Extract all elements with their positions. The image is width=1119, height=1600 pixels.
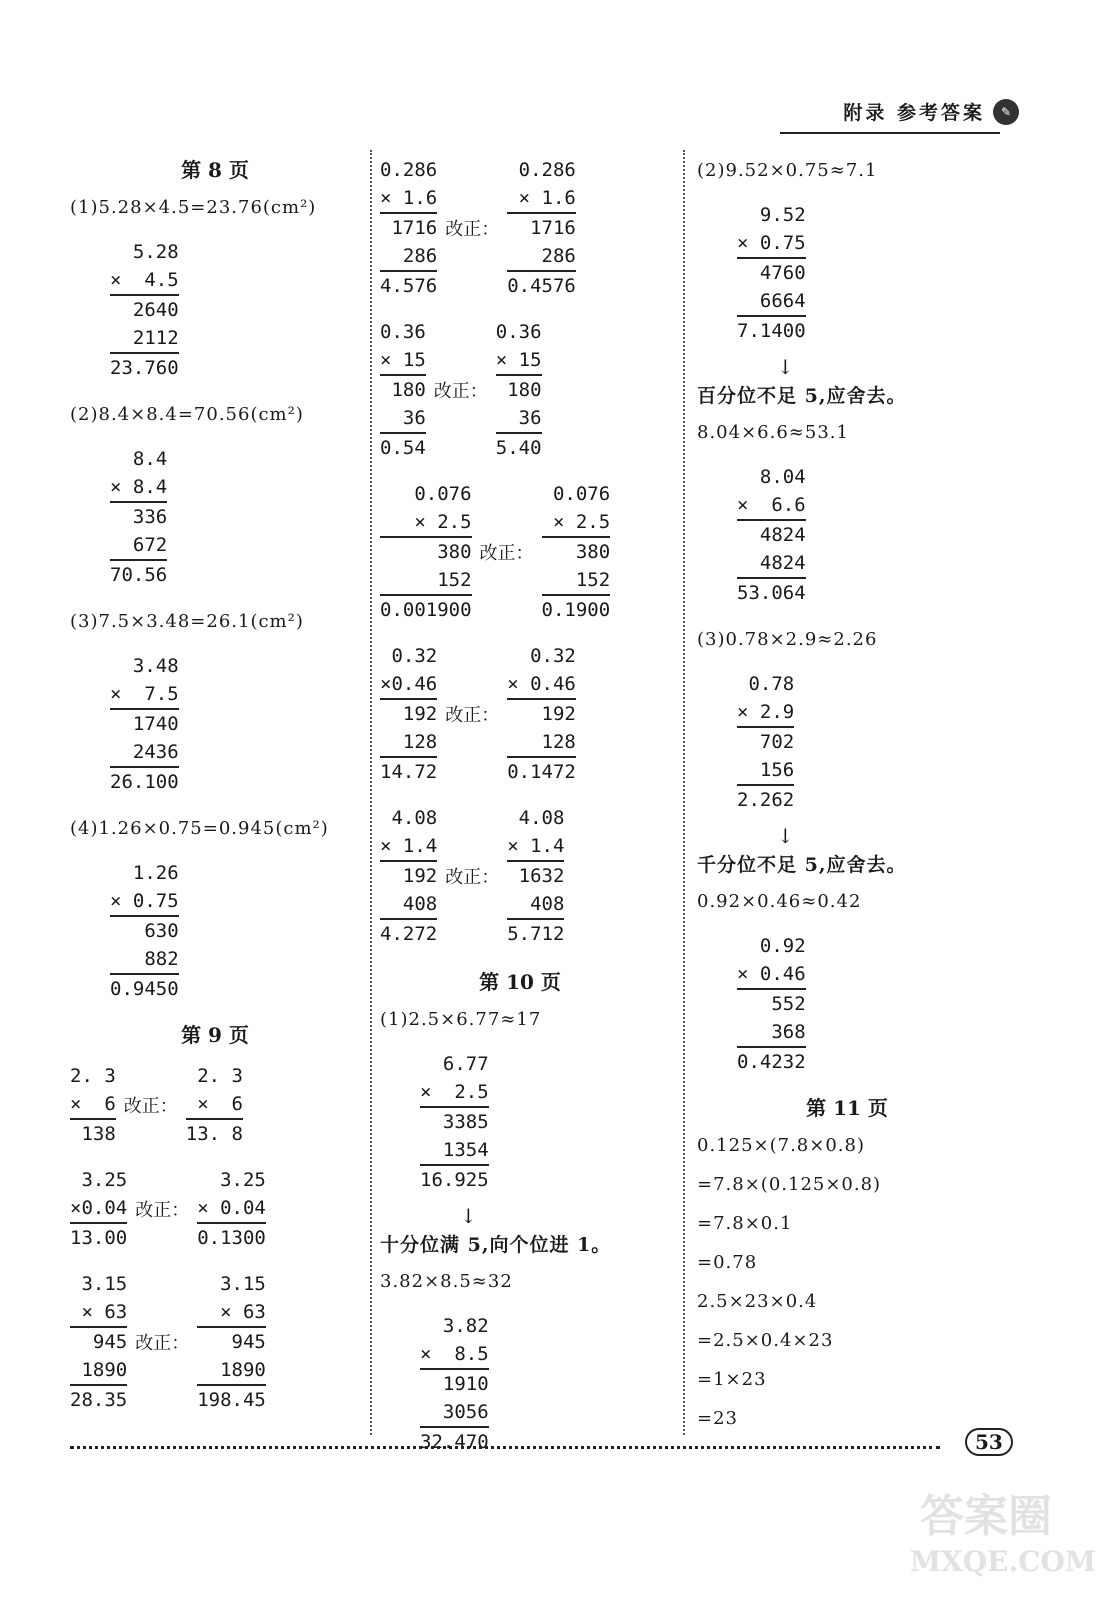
vertical-calc: 3.82 × 8.5 1910 3056 32.470 (420, 1315, 489, 1453)
fix-label: 改正： (445, 867, 500, 888)
vertical-calc: 1.26 × 0.75 630 882 0.9450 (110, 862, 179, 1000)
footer-dotted-rule (70, 1446, 940, 1449)
wrong-calc: 0.286 × 1.6 1716 286 4.576 (380, 159, 438, 297)
header (843, 98, 1019, 125)
question: (2)9.52×0.75≈7.1 (697, 160, 878, 181)
vertical-calc: 5.28 × 4.5 2640 2112 23.760 (110, 241, 179, 379)
question: (1)2.5×6.77≈17 (380, 1009, 542, 1030)
fix-label: 改正： (445, 705, 500, 726)
section-title-p9: 第 9 页 (181, 1023, 249, 1047)
correction-pair (380, 804, 660, 948)
corrected-calc: 2. 3 × 6 13. 8 (185, 1065, 243, 1145)
vertical-calc: 0.78 × 2.9 702 156 2.262 (737, 673, 795, 811)
fix-label: 改正： (433, 381, 488, 402)
vertical-calc: 3.48 × 7.5 1740 2436 26.100 (110, 655, 179, 793)
column-3 (697, 150, 997, 1447)
correction-pair (70, 1270, 360, 1414)
arrow-down-icon: ↓ (777, 355, 794, 379)
header-label: 附录 参考答案 (843, 102, 985, 124)
header-rule (780, 132, 1000, 134)
rounding-note: 十分位满 5,向个位进 1。 (380, 1234, 612, 1256)
equation-line: 0.125×(7.8×0.8) (697, 1135, 865, 1156)
vertical-calc: 6.77 × 2.5 3385 1354 16.925 (420, 1053, 489, 1191)
section-title-p8: 第 8 页 (181, 158, 249, 182)
equation-line: =1×23 (697, 1369, 767, 1390)
fix-label: 改正： (445, 219, 500, 240)
watermark-url: MXQE.COM (910, 1545, 1096, 1578)
wrong-calc: 0.36 × 15 180 36 0.54 (380, 321, 426, 459)
question: (1)5.28×4.5=23.76(cm²) (70, 197, 317, 218)
section-title-p10: 第 10 页 (479, 970, 561, 994)
correction-pair (380, 480, 660, 624)
correction-pair (380, 318, 660, 462)
correction-pair (70, 1062, 360, 1148)
vertical-calc: 8.4 × 8.4 336 672 70.56 (110, 448, 168, 586)
column-divider (370, 150, 372, 1435)
correction-pair (70, 1166, 360, 1252)
question: 3.82×8.5≈32 (380, 1271, 513, 1292)
column-divider (683, 150, 685, 1435)
watermark-logo: 答案圈 (920, 1491, 1052, 1542)
question: (2)8.4×8.4=70.56(cm²) (70, 404, 304, 425)
equation-line: =23 (697, 1408, 738, 1429)
corrected-calc: 3.15 × 63 945 1890 198.45 (197, 1273, 266, 1411)
corrected-calc: 0.286 × 1.6 1716 286 0.4576 (507, 159, 576, 297)
wrong-calc: 0.076 × 2.5 380 152 0.001900 (380, 483, 472, 621)
wrong-calc: 4.08 × 1.4 192 408 4.272 (380, 807, 438, 945)
fix-label: 改正： (135, 1333, 190, 1354)
arrow-down-icon: ↓ (460, 1204, 477, 1228)
arrow-down-icon: ↓ (777, 824, 794, 848)
equation-line: 2.5×23×0.4 (697, 1291, 818, 1312)
wrong-calc: 3.15 × 63 945 1890 28.35 (70, 1273, 128, 1411)
column-2 (380, 150, 660, 1468)
fix-label: 改正： (479, 543, 534, 564)
section-title-p11: 第 11 页 (806, 1096, 888, 1120)
question: (3)0.78×2.9≈2.26 (697, 629, 878, 650)
vertical-calc: 9.52 × 0.75 4760 6664 7.1400 (737, 204, 806, 342)
corrected-calc: 0.36 × 15 180 36 5.40 (495, 321, 542, 459)
equation-line: =2.5×0.4×23 (697, 1330, 834, 1351)
equation-line: =7.8×0.1 (697, 1213, 793, 1234)
fix-label: 改正： (123, 1096, 178, 1117)
question: 0.92×0.46≈0.42 (697, 891, 862, 912)
correction-pair (380, 156, 660, 300)
question: 8.04×6.6≈53.1 (697, 422, 849, 443)
corrected-calc: 0.32 × 0.46 192 128 0.1472 (507, 645, 576, 783)
wrong-calc: 0.32 ×0.46 192 128 14.72 (380, 645, 438, 783)
equation-line: =0.78 (697, 1252, 758, 1273)
rounding-note: 千分位不足 5,应舍去。 (697, 854, 907, 876)
question: (4)1.26×0.75=0.945(cm²) (70, 818, 329, 839)
column-1 (70, 150, 360, 1432)
book-icon: ✎ (993, 99, 1019, 125)
fix-label: 改正： (135, 1200, 190, 1221)
corrected-calc: 4.08 × 1.4 1632 408 5.712 (507, 807, 565, 945)
wrong-calc: 3.25 ×0.04 13.00 (70, 1169, 128, 1249)
equation-line: =7.8×(0.125×0.8) (697, 1174, 882, 1195)
correction-pair (380, 642, 660, 786)
wrong-calc: 2. 3 × 6 138 (70, 1065, 116, 1145)
corrected-calc: 0.076 × 2.5 380 152 0.1900 (541, 483, 611, 621)
rounding-note: 百分位不足 5,应舍去。 (697, 385, 907, 407)
page-number: 53 (965, 1428, 1013, 1456)
vertical-calc: 0.92 × 0.46 552 368 0.4232 (737, 935, 806, 1073)
corrected-calc: 3.25 × 0.04 0.1300 (197, 1169, 266, 1249)
question: (3)7.5×3.48=26.1(cm²) (70, 611, 304, 632)
vertical-calc: 8.04 × 6.6 4824 4824 53.064 (737, 466, 806, 604)
